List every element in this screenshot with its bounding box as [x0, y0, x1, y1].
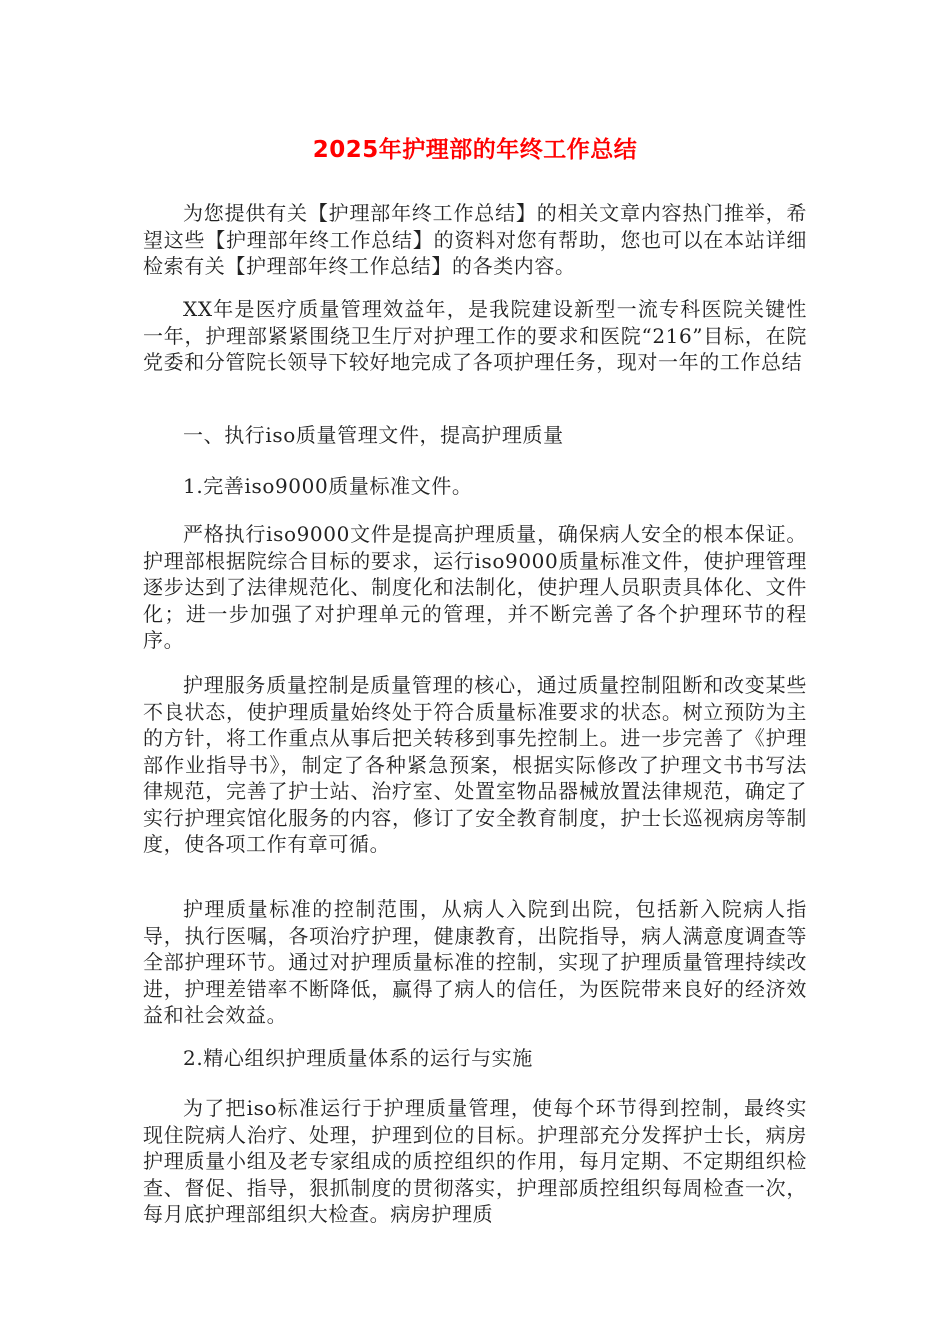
- subsection-1-heading: 1.完善iso9000质量标准文件。: [183, 474, 473, 498]
- subsection-2-heading: 2.精心组织护理质量体系的运行与实施: [183, 1046, 533, 1070]
- paragraph-5: 为了把iso标准运行于护理质量管理，使每个环节得到控制，最终实现住院病人治疗、处理，护理到位的目标。护理部充分发挥护士长，病房护理质量小组及老专家组成的质控组织的作用，每月定期、不定期组织检查、督促、指导，狠抓制度的贯彻落实，护理部质控组织每周检查一次，每月底护理部组织大检查。病房护理质: [143, 1096, 807, 1226]
- paragraph-1: XX年是医疗质量管理效益年，是我院建设新型一流专科医院关键性一年，护理部紧紧围绕卫生厅对护理工作的要求和医院“216”目标，在院党委和分管院长领导下较好地完成了各项护理任务，现对一年的工作总结: [143, 297, 807, 374]
- paragraph-2: 严格执行iso9000文件是提高护理质量，确保病人安全的根本保证。护理部根据院综合目标的要求，运行iso9000质量标准文件，使护理管理逐步达到了法律规范化、制度化和法制化，使护理人员职责具体化、文件化；进一步加强了对护理单元的管理，并不断完善了各个护理环节的程序。: [143, 522, 807, 652]
- paragraph-4: 护理质量标准的控制范围，从病人入院到出院，包括新入院病人指导，执行医嘱，各项治疗护理，健康教育，出院指导，病人满意度调查等全部护理环节。通过对护理质量标准的控制，实现了护理质量管理持续改进，护理差错率不断降低，赢得了病人的信任，为医院带来良好的经济效益和社会效益。: [143, 897, 807, 1027]
- section-1-heading: 一、执行iso质量管理文件，提高护理质量: [183, 423, 564, 447]
- paragraph-3: 护理服务质量控制是质量管理的核心，通过质量控制阻断和改变某些不良状态，使护理质量始终处于符合质量标准要求的状态。树立预防为主的方针，将工作重点从事后把关转移到事先控制上。进一步完善了《护理部作业指导书》，制定了各种紧急预案，根据实际修改了护理文书书写法律规范，完善了护士站、治疗室、处置室物品器械放置法律规范，确定了实行护理宾馆化服务的内容，修订了安全教育制度，护士长巡视病房等制度，使各项工作有章可循。: [143, 673, 807, 856]
- intro-paragraph: 为您提供有关【护理部年终工作总结】的相关文章内容热门推举，希望这些【护理部年终工作总结】的资料对您有帮助，您也可以在本站详细检索有关【护理部年终工作总结】的各类内容。: [143, 201, 807, 278]
- document-title: 2025年护理部的年终工作总结: [312, 137, 638, 163]
